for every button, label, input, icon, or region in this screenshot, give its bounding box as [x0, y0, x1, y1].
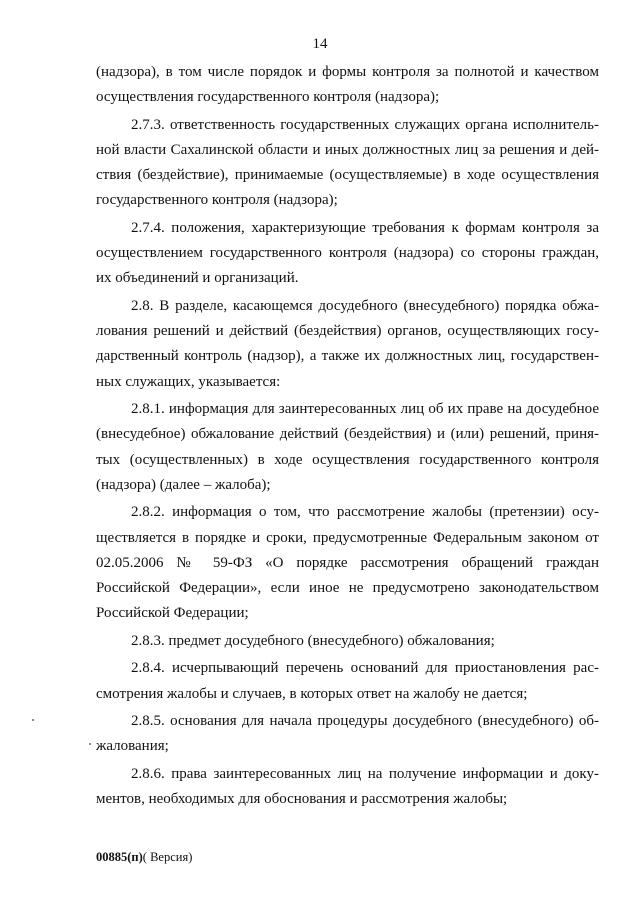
- paragraph-2-7-4: 2.7.4. положения, характеризующие требования к формам контроля за осуществлением государственного контроля (надзора) со стороны граждан, их объединений и организаций.: [96, 220, 599, 287]
- document-code: 00885(п): [96, 850, 143, 864]
- paragraph-continuation: (надзора), в том числе порядок и формы контроля за полнотой и качеством осуществления государственного контроля (надзора);: [96, 64, 599, 106]
- paragraph-2-8-2: 2.8.2. информация о том, что рассмотрение жалобы (претензии) осуществляется в порядке и сроки, предусмотренные Федеральным законом от 02.05.2006 № 59-ФЗ «О порядке рассмотрения обращений граждан Российской Федерации», если иное не предусмотрено законодательством Российской Федерации;: [96, 504, 599, 622]
- document-body: [96, 60, 599, 815]
- paragraph-2-8-1: 2.8.1. информация для заинтересованных лиц об их праве на досудебное (внесудебное) обжалование действий (бездействия) и (или) решений, принятых (осуществленных) в ходе осуществления государственного контроля (надзора) (далее – жалоба);: [96, 401, 599, 493]
- paragraph-2-8-3: 2.8.3. предмет досудебного (внесудебного) обжалования;: [131, 632, 495, 649]
- footer: [96, 850, 192, 865]
- scan-speck: [89, 743, 91, 745]
- document-version: ( Версия): [142, 850, 193, 864]
- paragraph-2-8: 2.8. В разделе, касающемся досудебного (внесудебного) порядка обжалования решений и действий (бездействия) органов, осуществляющих государственный контроль (надзор), а также их должностных лиц, государственных служащих, указывается:: [96, 298, 599, 390]
- paragraph-2-8-4: 2.8.4. исчерпывающий перечень оснований для приостановления рассмотрения жалобы и случаев, в которых ответ на жалобу не дается;: [96, 660, 599, 702]
- paragraph-2-8-5: 2.8.5. основания для начала процедуры досудебного (внесудебного) обжалования;: [96, 713, 599, 755]
- scan-speck: [32, 719, 34, 721]
- paragraph-2-7-3: 2.7.3. ответственность государственных служащих органа исполнительной власти Сахалинской области и иных должностных лиц за решения и действия (бездействие), принимаемые (осуществляемые) в ходе осуществления государственного контроля (надзора);: [96, 116, 599, 209]
- paragraph-2-8-6: 2.8.6. права заинтересованных лиц на получение информации и документов, необходимых для обоснования и рассмотрения жалобы;: [96, 766, 599, 808]
- page-number: 14: [312, 36, 328, 52]
